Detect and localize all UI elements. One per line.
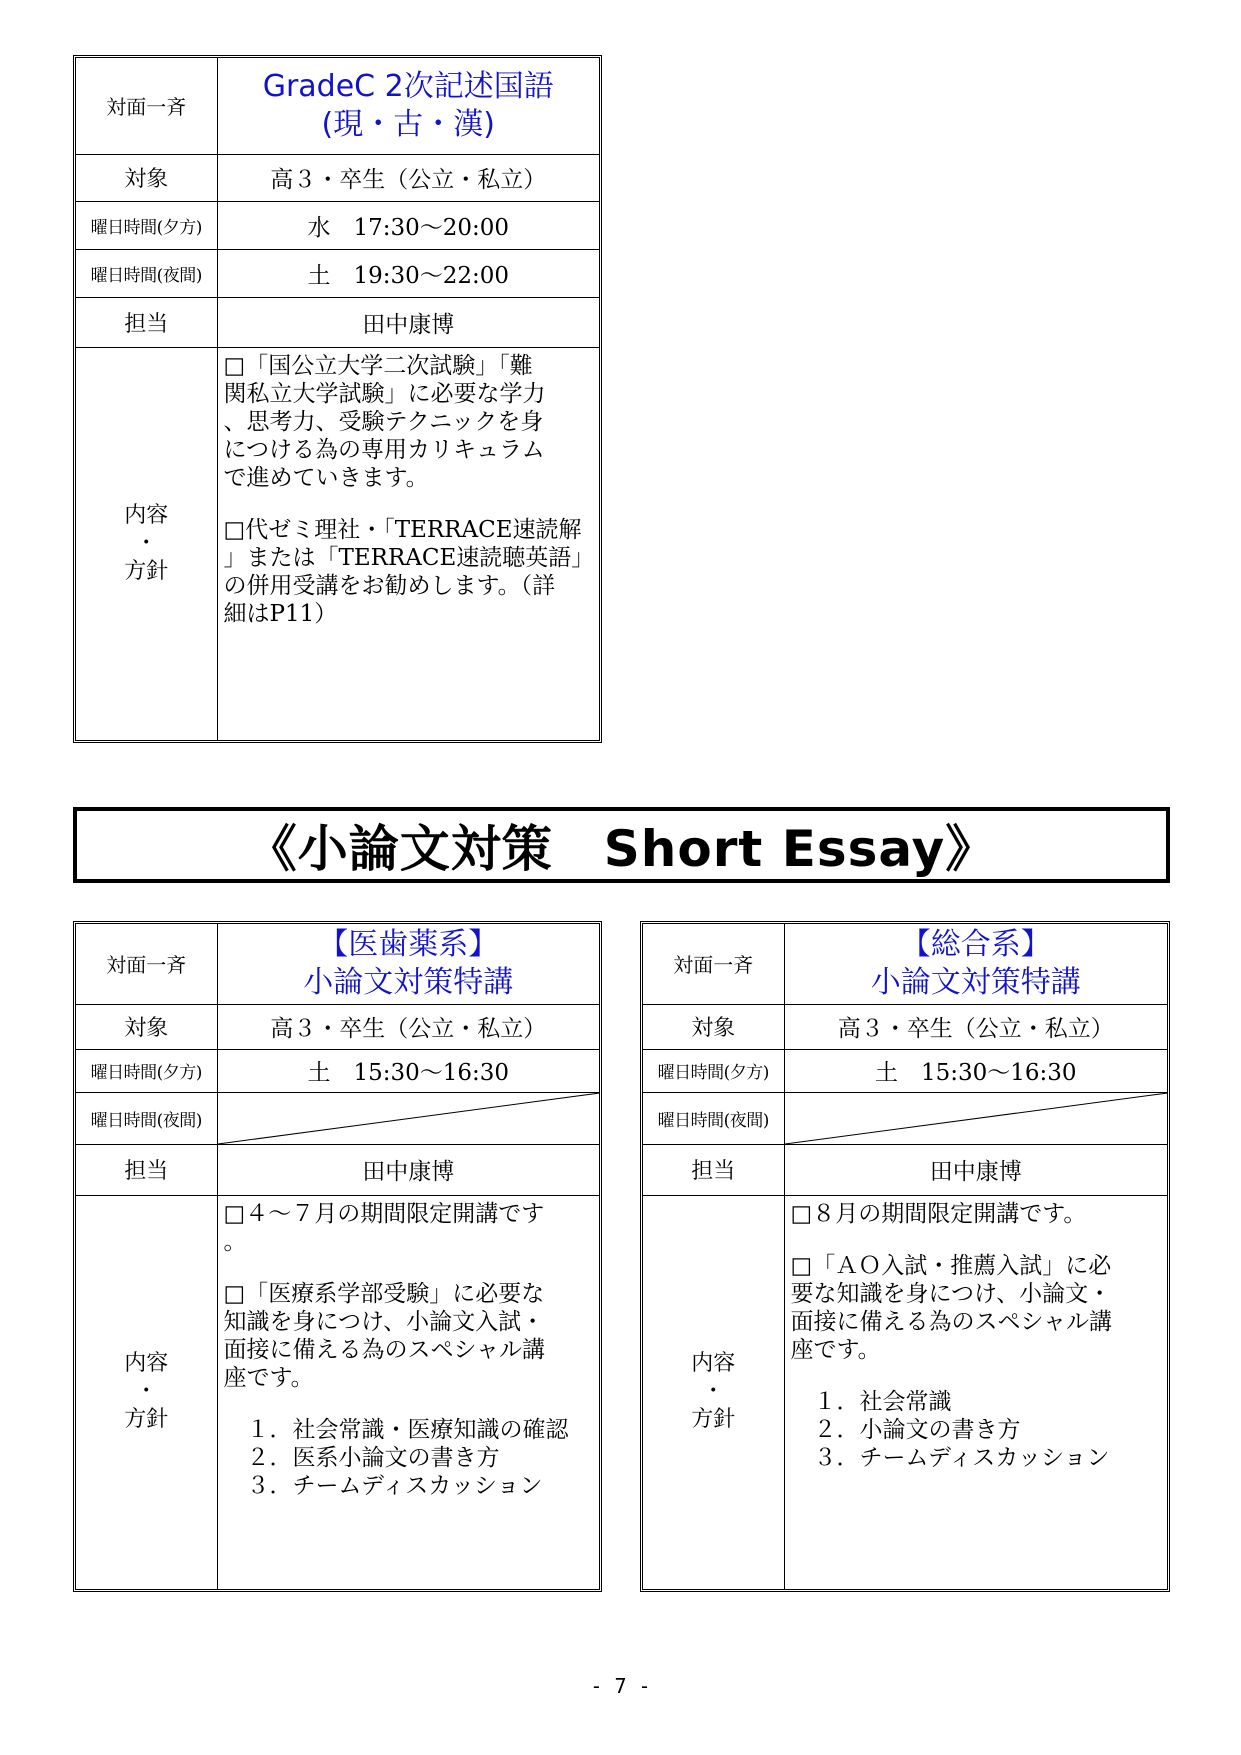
section-banner: 《小論文対策 Short Essay》 [73, 807, 1170, 883]
course-title-line-1: GradeC 2次記述国語 [262, 68, 554, 104]
target-label: 対象 [76, 1004, 217, 1049]
course-card-general [640, 921, 1170, 1592]
course-title-line-2: 小論文対策特講 [870, 964, 1081, 1000]
course-title [217, 58, 599, 154]
target-label: 対象 [76, 154, 217, 201]
time-night-value: 土 19:30～22:00 [217, 249, 599, 297]
teacher-value: 田中康博 [217, 297, 599, 347]
mode-label: 対面一斉 [76, 58, 217, 154]
course-title [217, 924, 599, 1004]
policy-label: 内容 ・ 方針 [76, 347, 217, 740]
time-evening-label: 曜日時間(夕方) [76, 201, 217, 249]
teacher-value: 田中康博 [217, 1144, 599, 1195]
time-evening-value: 水 17:30～20:00 [217, 201, 599, 249]
policy-label: 内容 ・ 方針 [76, 1195, 217, 1589]
diagonal-strike [785, 1093, 1168, 1144]
content-text: □８月の期間限定開講です。 □「ＡＯ入試・推薦入試」に必 要な知識を身につけ、小論文・ 面接に備える為のスペシャル講 座です。 １．社会常識 ２．小論文の書き方 ３．チームディスカッション [784, 1195, 1167, 1589]
course-title-line-1: 【医歯薬系】 [318, 926, 499, 962]
teacher-value: 田中康博 [784, 1144, 1167, 1195]
teacher-label: 担当 [76, 297, 217, 347]
teacher-label: 担当 [643, 1144, 784, 1195]
page-number: - 7 - [590, 1674, 651, 1698]
time-night-label: 曜日時間(夜間) [643, 1092, 784, 1144]
course-title-line-2: 小論文対策特講 [303, 964, 514, 1000]
mode-label: 対面一斉 [643, 924, 784, 1004]
time-evening-value: 土 15:30～16:30 [217, 1049, 599, 1092]
content-text: □４～７月の期間限定開講です 。 □「医療系学部受験」に必要な 知識を身につけ、小論文入試・ 面接に備える為のスペシャル講 座です。 １．社会常識・医療知識の確認 ２．医系小論文の書き方 ３．チームディスカッション [217, 1195, 599, 1589]
target-value: 高３・卒生（公立・私立） [217, 154, 599, 201]
course-card-gradec [73, 55, 602, 743]
time-night-value-empty [217, 1092, 599, 1144]
time-night-label: 曜日時間(夜間) [76, 1092, 217, 1144]
diagonal-strike [218, 1093, 600, 1144]
time-evening-value: 土 15:30～16:30 [784, 1049, 1167, 1092]
time-evening-label: 曜日時間(夕方) [643, 1049, 784, 1092]
time-night-label: 曜日時間(夜間) [76, 249, 217, 297]
target-label: 対象 [643, 1004, 784, 1049]
mode-label: 対面一斉 [76, 924, 217, 1004]
course-title [784, 924, 1167, 1004]
course-title-line-2: (現・古・漢) [321, 106, 495, 142]
target-value: 高３・卒生（公立・私立） [217, 1004, 599, 1049]
teacher-label: 担当 [76, 1144, 217, 1195]
policy-label: 内容 ・ 方針 [643, 1195, 784, 1589]
content-text: □「国公立大学二次試験」「難 関私立大学試験」に必要な学力 、思考力、受験テクニックを身 につける為の専用カリキュラム で進めていきます。 □代ゼミ理社・「TERRACE速読解 」または「TERRACE速読聴英語」 の併用受講をお勧めします。（詳 細はP11） [217, 347, 599, 740]
target-value: 高３・卒生（公立・私立） [784, 1004, 1167, 1049]
course-title-line-1: 【総合系】 [900, 926, 1051, 962]
time-night-value-empty [784, 1092, 1167, 1144]
time-evening-label: 曜日時間(夕方) [76, 1049, 217, 1092]
course-card-medical [73, 921, 602, 1592]
